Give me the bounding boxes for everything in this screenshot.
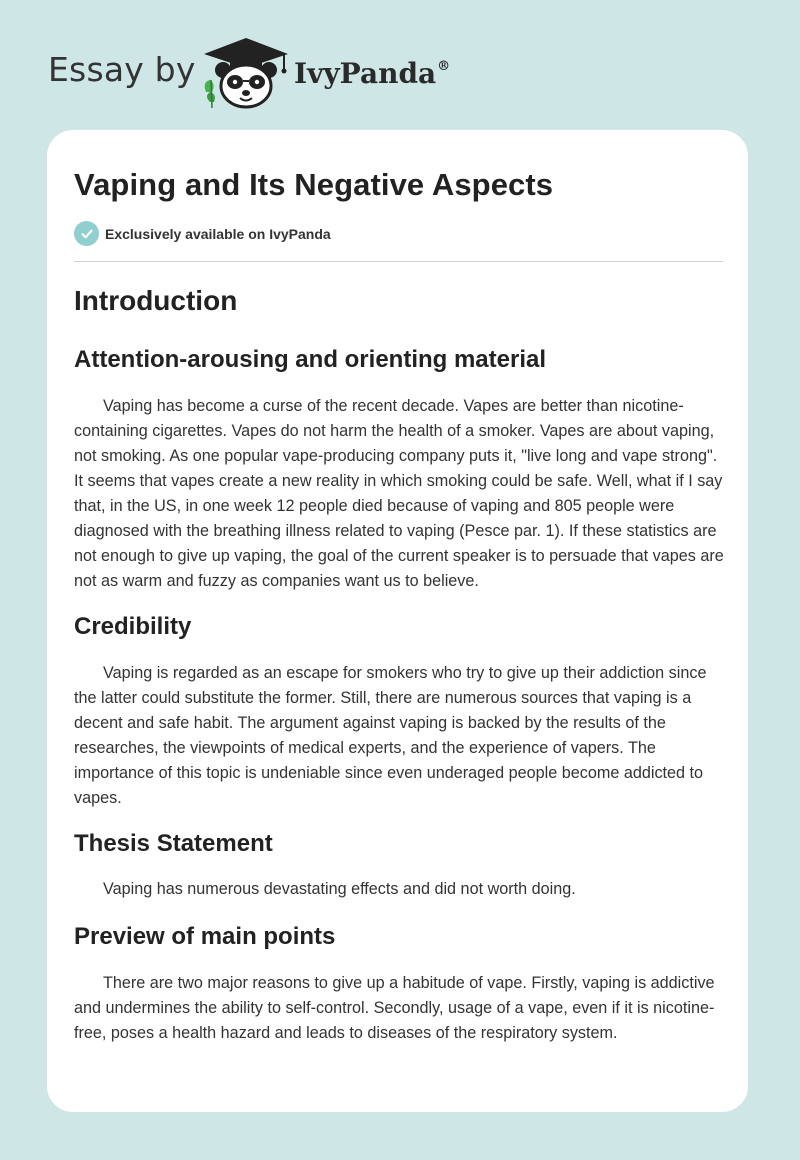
exclusive-badge — [74, 221, 331, 246]
essay-card — [47, 130, 748, 1112]
page-title: Vaping and Its Negative Aspects — [74, 167, 554, 202]
divider — [74, 261, 723, 262]
site-header — [0, 0, 800, 128]
panda-logo-icon[interactable] — [200, 36, 292, 110]
preview-heading: Preview of main points — [74, 923, 336, 950]
credibility-heading: Credibility — [74, 613, 192, 640]
registered-mark: ® — [437, 59, 451, 74]
thesis-heading: Thesis Statement — [74, 830, 273, 857]
preview-paragraph: There are two major reasons to give up a habitude of vape. Firstly, vaping is addictive and undermines the ability to self-control. Secondly, usage of a vape, even if it is nicotine-free, poses a health hazard and leads to diseases of the respiratory system. — [74, 974, 715, 1042]
thesis-paragraph: Vaping has numerous devastating effects and did not worth doing. — [103, 880, 576, 898]
introduction-heading: Introduction — [74, 285, 238, 316]
brand-name[interactable] — [294, 57, 450, 90]
essay-by-label: Essay by — [48, 50, 196, 89]
credibility-paragraph: Vaping is regarded as an escape for smokers who try to give up their addiction since the latter could substitute the former. Still, there are numerous sources that vaping is a decent and safe habit. The argument against vaping is backed by the results of the researches, the viewpoints of medical experts, and the experience of vapers. The importance of this topic is undeniable since even underaged people become addicted to vapes. — [74, 664, 707, 807]
attention-paragraph: Vaping has become a curse of the recent decade. Vapes are better than nicotine-containing cigarettes. Vapes do not harm the health of a smoker. Vapes are about vaping, not smoking. As one popular vape-producing company puts it, "live long and vape strong". It seems that vapes create a new reality in which smoking could be safe. Well, what if I say that, in the US, in one week 12 people died because of vaping and 805 people were diagnosed with the breathing illness related to vaping (Pesce par. 1). If these statistics are not enough to give up vaping, the goal of the current speaker is to persuade that vapes are not as warm and fuzzy as companies want us to believe. — [74, 397, 724, 590]
attention-heading: Attention-arousing and orienting material — [74, 346, 547, 373]
check-circle-icon — [74, 221, 99, 246]
exclusive-text: Exclusively available on IvyPanda — [105, 225, 331, 242]
brand-text: IvyPanda — [294, 57, 437, 90]
